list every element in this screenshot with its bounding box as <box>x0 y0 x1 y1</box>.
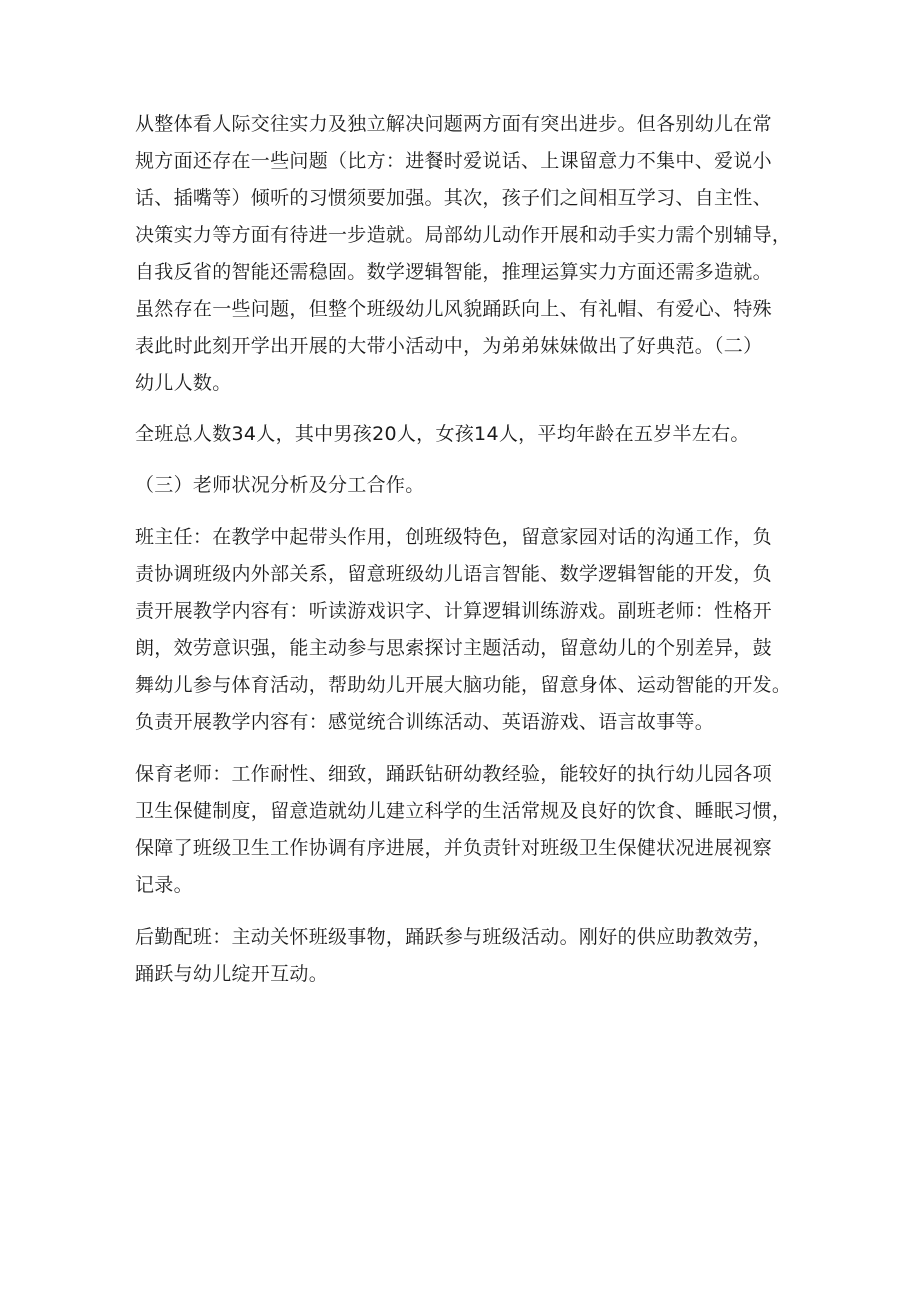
text-line: 朗，效劳意识强，能主动参与思索探讨主题活动，留意幼儿的个别差异，鼓 <box>135 637 772 659</box>
text-line: 话、插嘴等）倾听的习惯须要加强。其次，孩子们之间相互学习、自主性、 <box>135 187 772 209</box>
text-line: 记录。 <box>135 874 193 896</box>
text-line: 负责开展教学内容有：感觉统合训练活动、英语游戏、语言故事等。 <box>135 711 715 733</box>
text-line: 舞幼儿参与体育活动，帮助幼儿开展大脑功能，留意身体、运动智能的开发。 <box>135 674 792 696</box>
paragraph-head-teacher <box>135 519 800 741</box>
paragraph-care-teacher <box>135 756 800 904</box>
text-line: 虽然存在一些问题，但整个班级幼儿风貌踊跃向上、有礼帽、有爱心、特殊 <box>135 298 772 320</box>
paragraph-class-overview <box>135 106 800 402</box>
text-line: （三）老师状况分析及分工合作。 <box>135 474 425 496</box>
text-line: 保障了班级卫生工作协调有序进展，并负责针对班级卫生保健状况进展视察 <box>135 837 772 859</box>
text-line: 从整体看人际交往实力及独立解决问题两方面有突出进步。但各别幼儿在常 <box>135 113 772 135</box>
text-line: 责协调班级内外部关系，留意班级幼儿语言智能、数学逻辑智能的开发，负 <box>135 563 772 585</box>
text-line: 责开展教学内容有：听读游戏识字、计算逻辑训练游戏。副班老师：性格开 <box>135 600 772 622</box>
text-line: 保育老师：工作耐性、细致，踊跃钻研幼教经验，能较好的执行幼儿园各项 <box>135 763 772 785</box>
text-line: 规方面还存在一些问题（比方：进餐时爱说话、上课留意力不集中、爱说小 <box>135 150 772 172</box>
text-line: 幼儿人数。 <box>135 372 232 394</box>
text-line: 决策实力等方面有待进一步造就。局部幼儿动作开展和动手实力需个别辅导， <box>135 224 792 246</box>
paragraph-child-count <box>135 416 800 453</box>
text-line: 后勤配班：主动关怀班级事物，踊跃参与班级活动。刚好的供应助教效劳， <box>135 926 772 948</box>
text-line: 全班总人数34人，其中男孩20人，女孩14人，平均年龄在五岁半左右。 <box>135 423 750 445</box>
text-line: 班主任：在教学中起带头作用，创班级特色，留意家园对话的沟通工作，负 <box>135 526 772 548</box>
text-line: 踊跃与幼儿绽开互动。 <box>135 963 329 985</box>
document-body <box>135 106 800 993</box>
paragraph-logistics <box>135 919 800 993</box>
section-heading-teachers <box>135 467 800 504</box>
text-line: 表此时此刻开学出开展的大带小活动中，为弟弟妹妹做出了好典范。（二） <box>135 335 763 357</box>
text-line: 卫生保健制度，留意造就幼儿建立科学的生活常规及良好的饮食、睡眠习惯， <box>135 800 792 822</box>
text-line: 自我反省的智能还需稳固。数学逻辑智能，推理运算实力方面还需多造就。 <box>135 261 772 283</box>
